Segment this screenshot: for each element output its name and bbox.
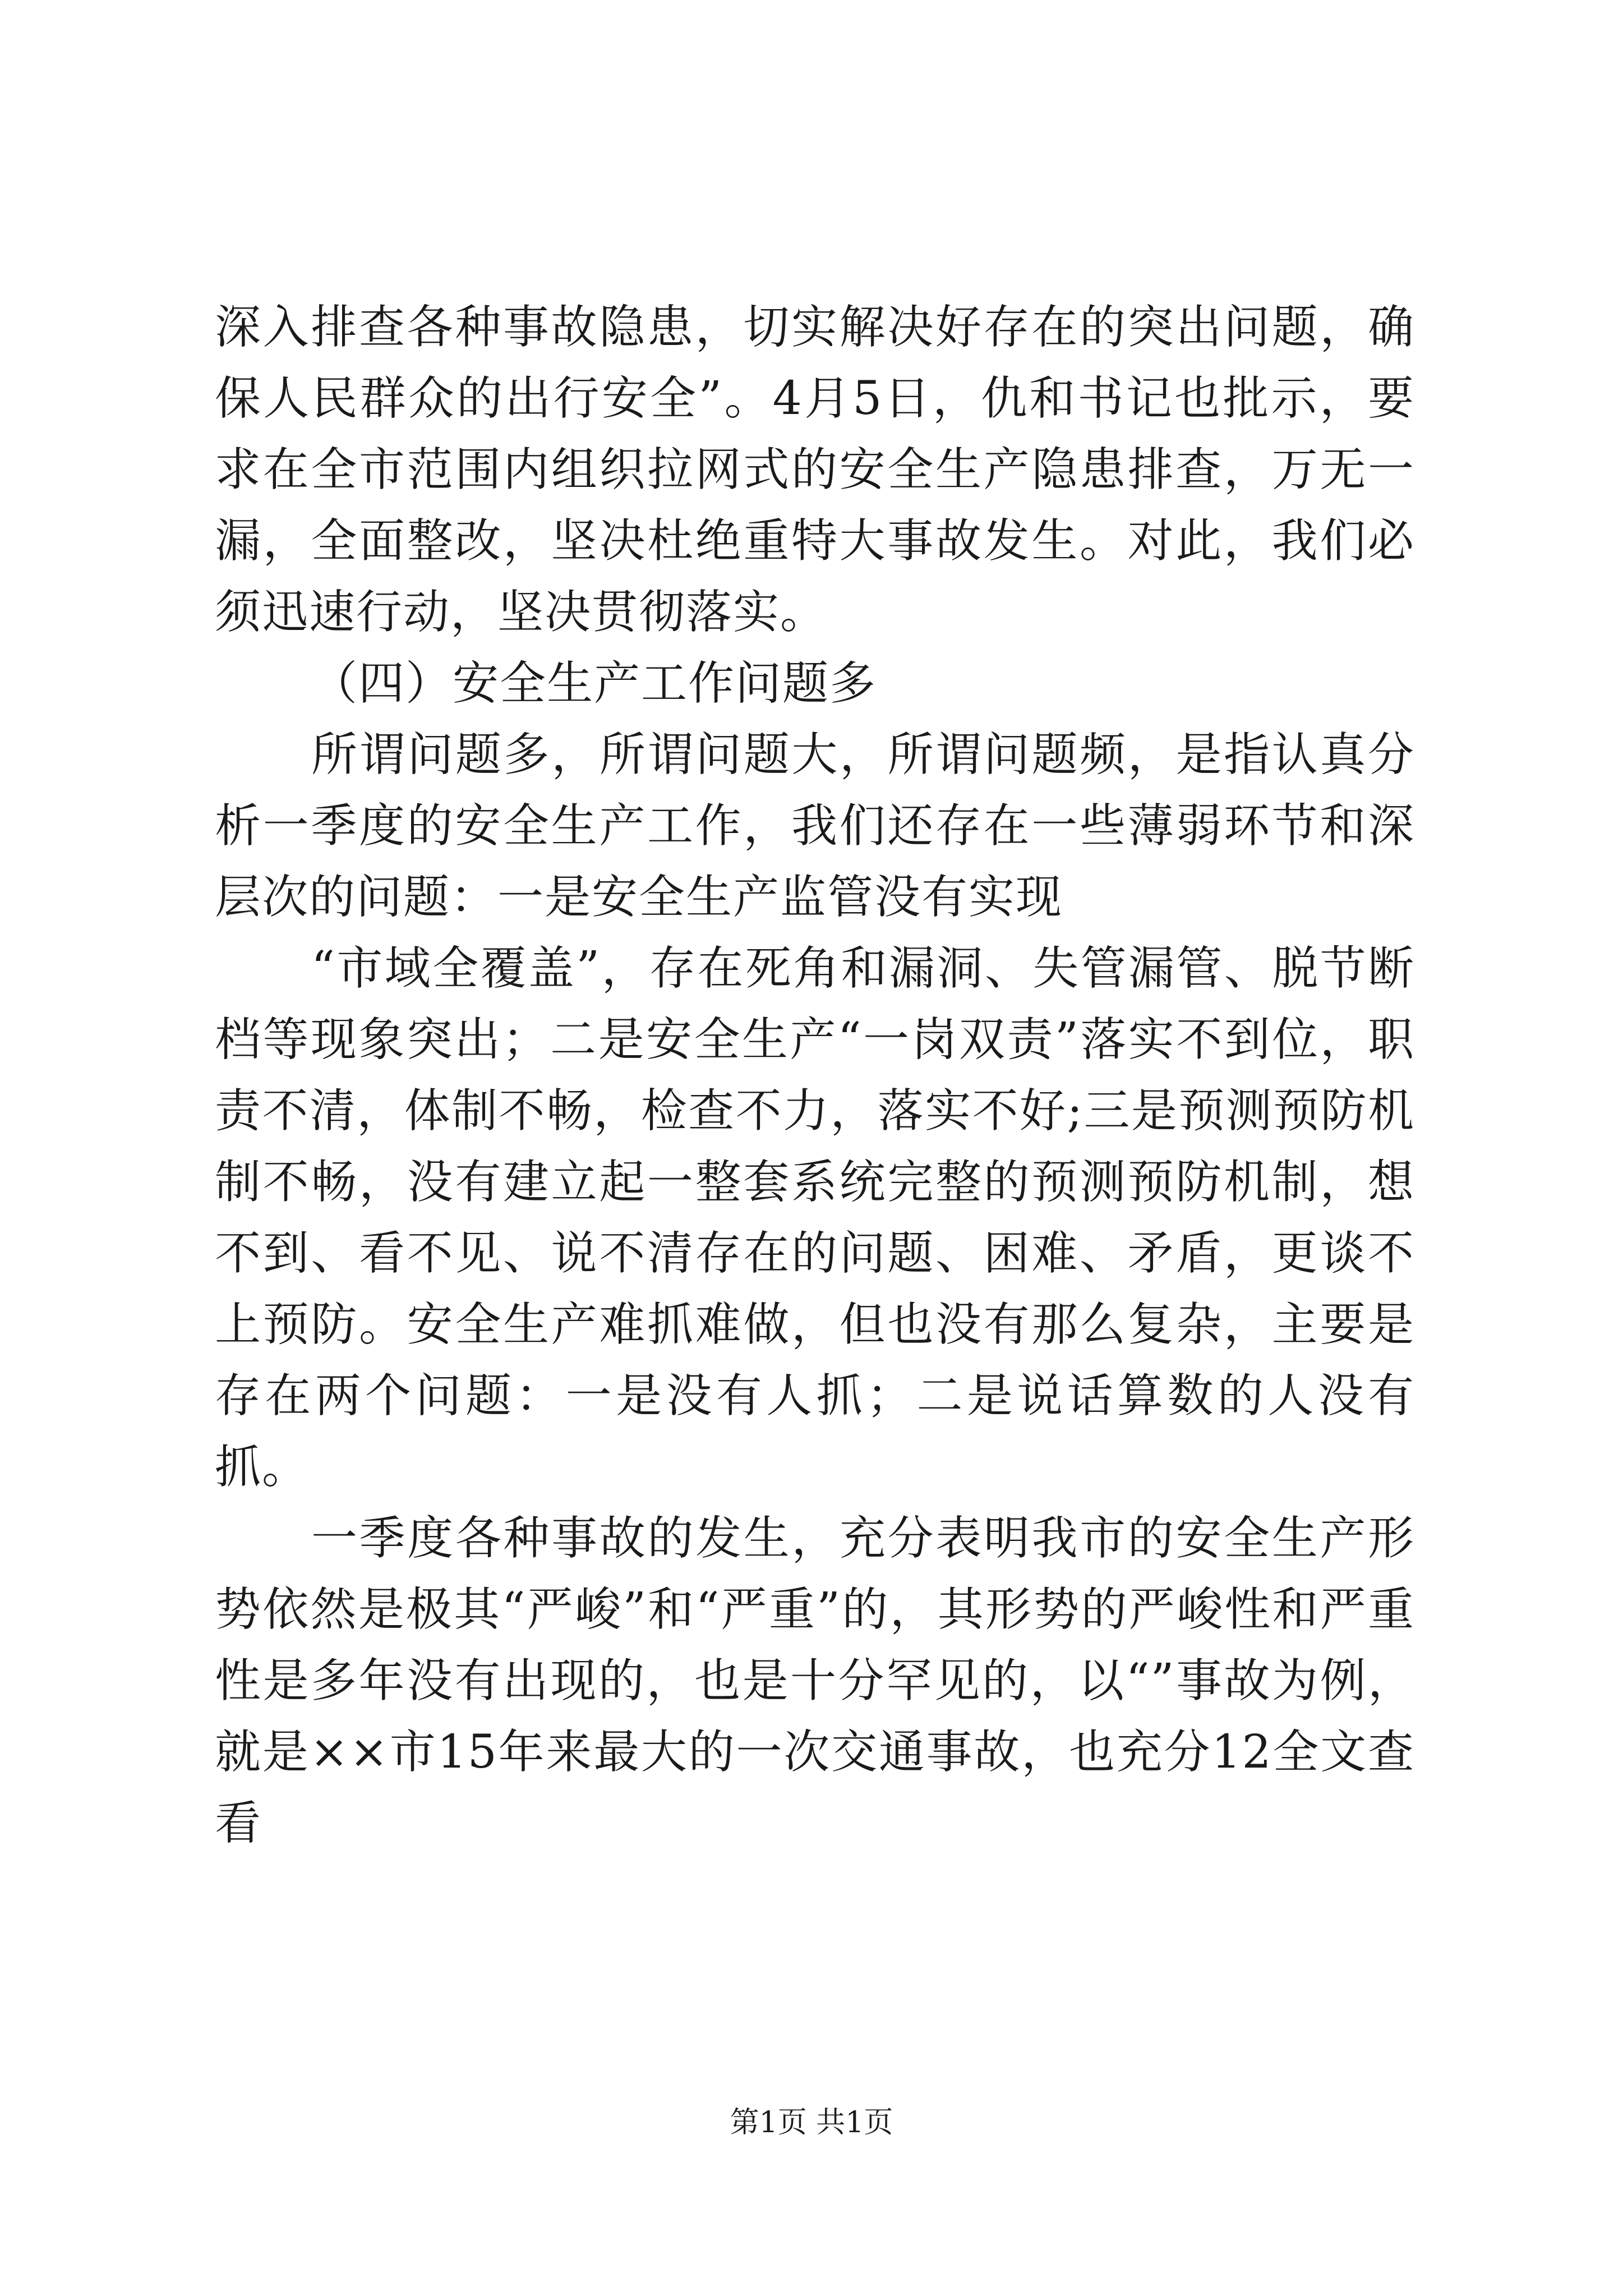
document-body (215, 292, 1415, 1859)
paragraph-accidents: 一季度各种事故的发生，充分表明我市的安全生产形势依然是极其“严峻”和“严重”的，其形势的严峻性和严重性是多年没有出现的，也是十分罕见的，以“”事故为例，就是××市15年来最大的一次交通事故，也充分12全文查看 (215, 1512, 1415, 1850)
page-footer: 第1页 共1页 (730, 2106, 893, 2139)
paragraph-details: “市域全覆盖”，存在死角和漏洞、失管漏管、脱节断档等现象突出；二是安全生产“一岗双责”落实不到位，职责不清，体制不畅，检查不力，落实不好;三是预测预防机制不畅，没有建立起一整套系统完整的预测预防机制，想不到、看不见、说不清存在的问题、困难、矛盾，更谈不上预防。安全生产难抓难做，但也没有那么复杂，主要是存在两个问题：一是没有人抓；二是说话算数的人没有抓。 (215, 942, 1415, 1494)
paragraph-problems: 所谓问题多，所谓问题大，所谓问题频，是指认真分析一季度的安全生产工作，我们还存在一些薄弱环节和深层次的问题：一是安全生产监管没有实现 (215, 728, 1415, 924)
paragraph-continued: 深入排查各种事故隐患，切实解决好存在的突出问题，确保人民群众的出行安全”。4月5日，仇和书记也批示，要求在全市范围内组织拉网式的安全生产隐患排查，万无一漏，全面整改，坚决杜绝重特大事故发生。对此，我们必须迅速行动，坚决贯彻落实。 (215, 301, 1415, 639)
section-heading: （四）安全生产工作问题多 (311, 657, 877, 710)
